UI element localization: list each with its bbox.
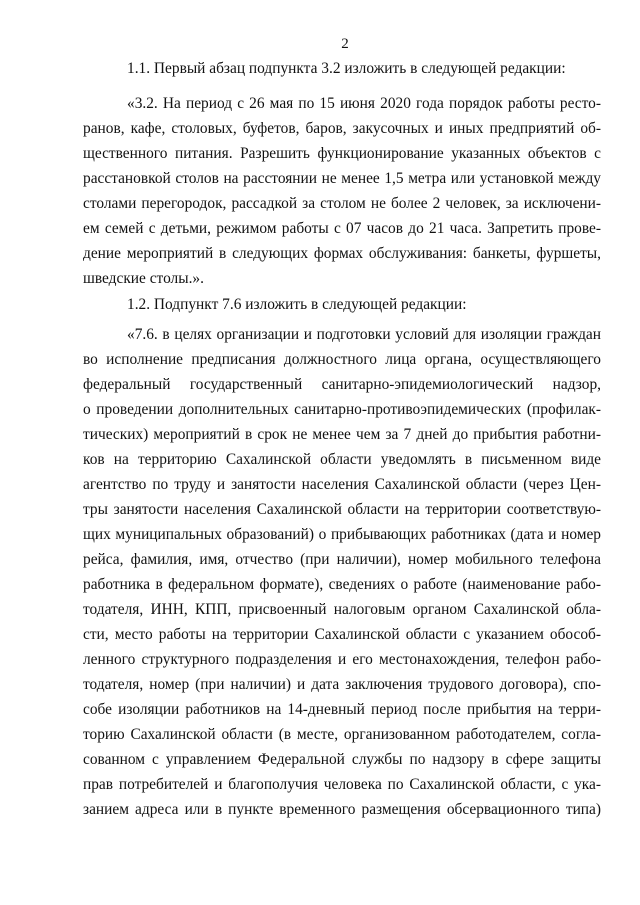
text-line: собе изоляции работников на 14-дневный период после прибытия на терри- <box>83 701 601 718</box>
text-line: тодателя, номер (при наличии) и дата заключения трудового договора), спо- <box>83 676 601 693</box>
text-line: торию Сахалинской области (в месте, организованном работодателем, согла- <box>83 726 601 743</box>
text-line: сти, место работы на территории Сахалинской области с указанием обособ- <box>83 626 601 643</box>
text-line: ленного структурного подразделения и его местонахождения, телефон рабо- <box>83 651 601 668</box>
text-line: дение мероприятий в следующих формах обслуживания: банкеты, фуршеты, <box>83 245 601 262</box>
text-line: расстановкой столов на расстоянии не менее 1,5 метра или установкой между <box>83 170 601 187</box>
text-line: прав потребителей и благополучия человека по Сахалинской области, с ука- <box>83 776 601 793</box>
text-line: во исполнение предписания должностного лица органа, осуществляющего <box>83 351 601 368</box>
text-line: щих муниципальных образований) о прибывающих работниках (дата и номер <box>83 526 601 543</box>
text-line: тических) мероприятий в срок не менее чем за 7 дней до прибытия работни- <box>83 426 601 443</box>
text-line: ем семей с детьми, режимом работы с 07 часов до 21 часа. Запретить прове- <box>83 220 601 237</box>
text-line: тодателя, ИНН, КПП, присвоенный налоговым органом Сахалинской обла- <box>83 601 601 618</box>
text-line: шведские столы.». <box>83 270 204 287</box>
text-line: сованном с управлением Федеральной службы по надзору в сфере защиты <box>83 751 601 768</box>
text-line: федеральный государственный санитарно-эпидемиологический надзор, <box>83 376 601 393</box>
text-line: столами перегородок, рассадкой за столом не более 2 человек, за исключени- <box>83 195 601 212</box>
text-line: агентство по труду и занятости населения Сахалинской области (через Цен- <box>83 476 601 493</box>
text-line: «3.2. На период с 26 мая по 15 июня 2020 года порядок работы ресто- <box>127 95 601 112</box>
text-line: «7.6. в целях организации и подготовки условий для изоляции граждан <box>127 326 601 343</box>
text-line: ков на территорию Сахалинской области уведомлять в письменном виде <box>83 451 601 468</box>
text-line: рейса, фамилия, имя, отчество (при наличии), номер мобильного телефона <box>83 551 601 568</box>
text-line: 1.2. Подпункт 7.6 изложить в следующей редакции: <box>127 296 467 313</box>
text-line: ранов, кафе, столовых, буфетов, баров, закусочных и иных предприятий об- <box>83 120 601 137</box>
text-line: 1.1. Первый абзац подпункта 3.2 изложить в следующей редакции: <box>127 60 566 77</box>
text-line: занием адреса или в пункте временного размещения обсервационного типа) <box>83 801 601 818</box>
text-line: работника в федеральном формате), сведениях о работе (наименование рабо- <box>83 576 601 593</box>
text-line: тры занятости населения Сахалинской области на территории соответствую- <box>83 501 601 518</box>
text-line: о проведении дополнительных санитарно-противоэпидемических (профилак- <box>83 401 601 418</box>
text-line: щественного питания. Разрешить функционирование указанных объектов с <box>83 145 601 162</box>
page-number: 2 <box>341 36 349 52</box>
